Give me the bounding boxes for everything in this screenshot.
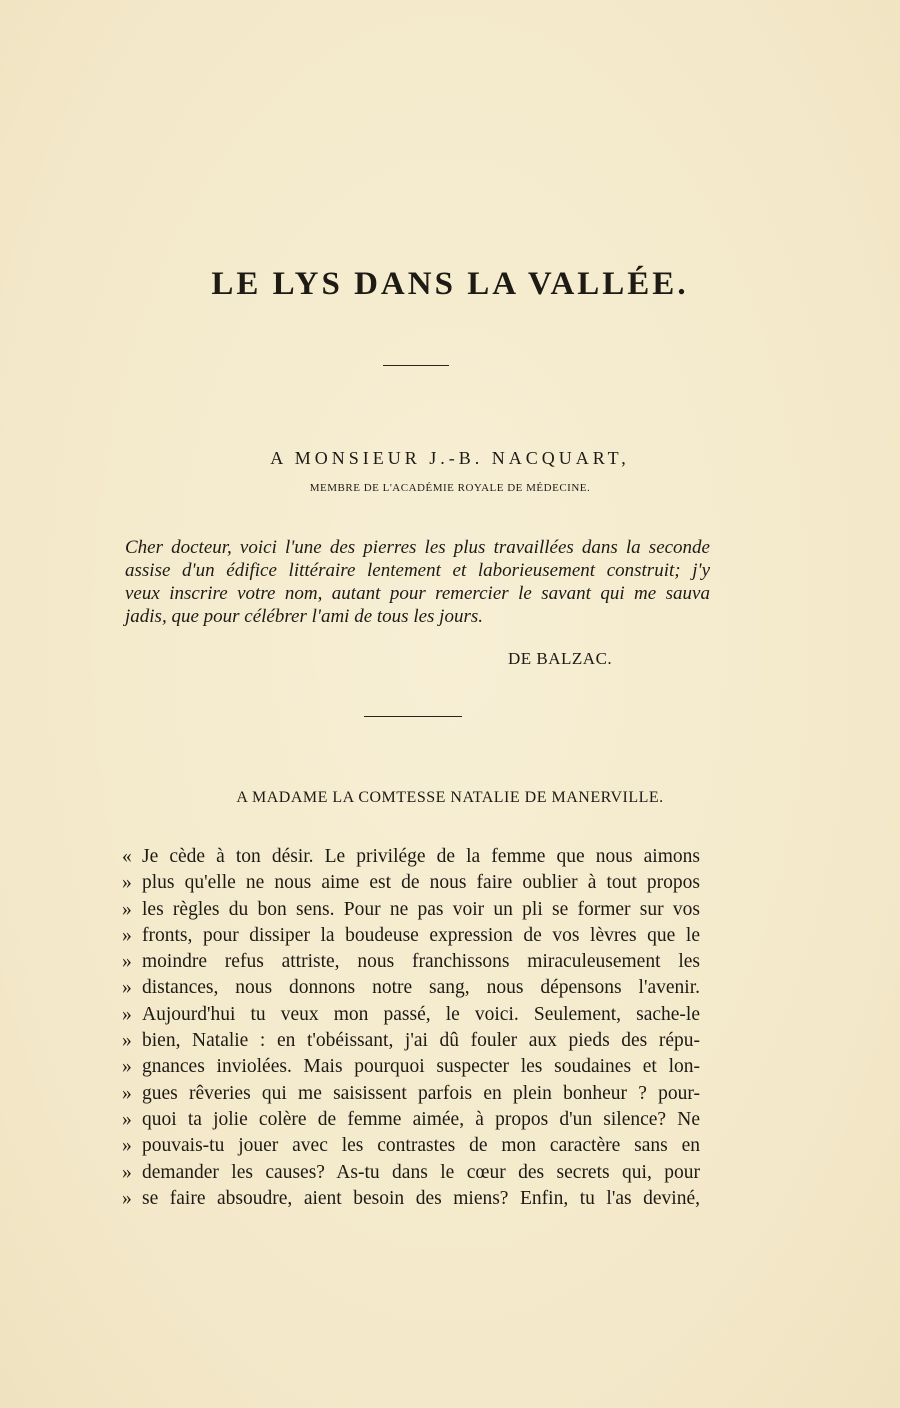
quote-mark: » <box>122 1108 132 1130</box>
letter-line <box>122 1107 700 1133</box>
letter-line-text: pouvais-tu jouer avec les contrastes de mon caractère sans en <box>142 1135 700 1157</box>
letter-line-text: fronts, pour dissiper la boudeuse expression de vos lèvres que le <box>142 924 700 946</box>
dedication-line: Cher docteur, voici l'une des pierres les plus travaillées dans la seconde <box>125 537 710 558</box>
quote-mark: » <box>122 872 132 894</box>
letter-line <box>122 1133 700 1159</box>
quote-mark: » <box>122 1082 132 1104</box>
dedication-line: jadis, que pour célébrer l'ami de tous les jours. <box>125 606 483 627</box>
dedication-signature: DE BALZAC. <box>508 649 613 668</box>
letter-line <box>122 1081 700 1107</box>
letter-line <box>122 1028 700 1054</box>
letter-line <box>122 1186 700 1212</box>
letter-line <box>122 1160 700 1186</box>
letter-line <box>122 844 700 870</box>
letter-line <box>122 1002 700 1028</box>
letter-line <box>122 949 700 975</box>
dedication-text <box>125 536 710 628</box>
letter-body <box>122 844 700 1212</box>
quote-mark: » <box>122 1161 132 1183</box>
title-divider <box>383 365 449 366</box>
letter-line <box>122 897 700 923</box>
letter-heading: A MADAME LA COMTESSE NATALIE DE MANERVILLE. <box>236 789 664 806</box>
letter-line-text: Aujourd'hui tu veux mon passé, le voici. Seulement, sache-le <box>142 1003 700 1025</box>
letter-line-text: demander les causes? As-tu dans le cœur des secrets qui, pour <box>142 1161 700 1183</box>
quote-mark: » <box>122 1003 132 1025</box>
quote-mark: » <box>122 1135 132 1157</box>
letter-line-text: se faire absoudre, aient besoin des miens? Enfin, tu l'as deviné, <box>142 1187 700 1209</box>
quote-mark: » <box>122 1187 132 1209</box>
letter-line-text: les règles du bon sens. Pour ne pas voir un pli se former sur vos <box>142 898 700 920</box>
dedication-line: assise d'un édifice littéraire lentement et laborieusement construit; j'y <box>125 560 710 581</box>
letter-line-text: gues rêveries qui me saisissent parfois en plein bonheur ? pour- <box>142 1082 700 1104</box>
letter-line-text: moindre refus attriste, nous franchissons miraculeusement les <box>142 951 700 973</box>
quote-mark: « <box>122 846 132 867</box>
quote-mark: » <box>122 1056 132 1078</box>
letter-line-text: gnances inviolées. Mais pourquoi suspecter les soudaines et lon- <box>142 1056 700 1078</box>
dedication-recipient-role: MEMBRE DE L'ACADÉMIE ROYALE DE MÉDECINE. <box>309 482 591 494</box>
letter-line <box>122 870 700 896</box>
quote-mark: » <box>122 898 132 920</box>
letter-line-text: bien, Natalie : en t'obéissant, j'ai dû fouler aux pieds des répu- <box>142 1030 700 1052</box>
quote-mark: » <box>122 924 132 946</box>
page-title: LE LYS DANS LA VALLÉE. <box>211 266 689 302</box>
letter-line-text: quoi ta jolie colère de femme aimée, à propos d'un silence? Ne <box>142 1108 700 1130</box>
letter-line <box>122 975 700 1001</box>
quote-mark: » <box>122 977 132 999</box>
section-divider <box>364 716 462 717</box>
letter-line <box>122 923 700 949</box>
letter-line-text: distances, nous donnons notre sang, nous dépensons l'avenir. <box>142 977 700 999</box>
letter-line <box>122 1054 700 1080</box>
letter-line-text: plus qu'elle ne nous aime est de nous faire oublier à tout propos <box>142 872 700 894</box>
quote-mark: » <box>122 951 132 973</box>
dedication-line: veux inscrire votre nom, autant pour remercier le savant qui me sauva <box>125 583 710 604</box>
dedication-recipient: A MONSIEUR J.-B. NACQUART, <box>270 448 630 468</box>
letter-line-text: Je cède à ton désir. Le privilége de la femme que nous aimons <box>142 846 700 867</box>
quote-mark: » <box>122 1030 132 1052</box>
